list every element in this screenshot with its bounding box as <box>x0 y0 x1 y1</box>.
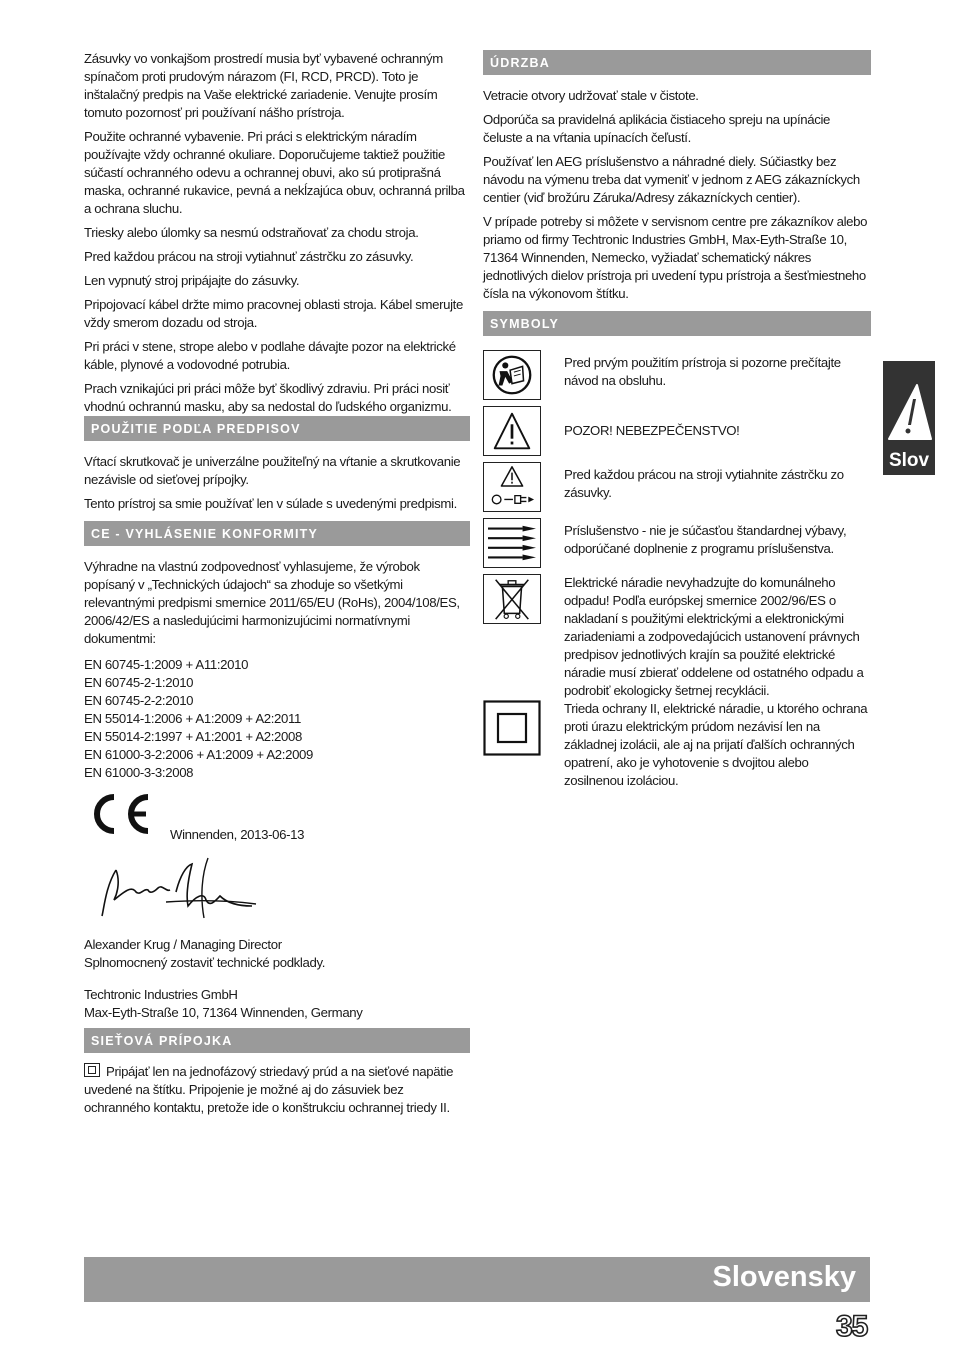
symbol-text: Príslušenstvo - nie je súčasťou štandardnej výbavy, odporúčané doplnenie z programu príslušenstva. <box>564 523 847 556</box>
standard-item: EN 61000-3-3:2008 <box>84 765 194 780</box>
symbol-row <box>483 406 871 462</box>
intro-paragraph: Pred každou prácou na stroji vytiahnuť zástrčku zo zásuvky. <box>84 249 414 264</box>
warning-triangle-icon <box>883 367 935 447</box>
class-ii-icon <box>483 700 541 756</box>
usage-paragraph: Tento prístroj sa smie používať len v súlade s uvedenými predpismi. <box>84 496 457 511</box>
intro-paragraph: Použite ochranné vybavenie. Pri práci s elektrickým náradím používajte vždy ochranné okuliare. Doporučujeme taktiež použitie súčastí ochranného odevu a ochrannej obuvi, ako sú protiprašná maska, ochranné rukavice, pevná a nekĺzajúca obuv, ochranná prilba a ochrana sluchu. <box>84 129 465 216</box>
read-manual-icon <box>483 350 541 400</box>
maintenance-paragraph: V prípade potreby si môžete v servisnom centre pre zákazníkov alebo priamo od firmy Techtronic Industries GmbH, Max-Eyth-Straße 10, 71364 Winnenden, Nemecko, vyžiadať schematický nákres jednotlivých dielov prístroja pri uvedení typu prístroja a šesťmiestneho čísla na výkonovom štítku. <box>483 214 868 301</box>
symbol-text: Pred každou prácou na stroji vytiahnite zástrčku zo zásuvky. <box>564 467 844 500</box>
usage-paragraph: Vŕtací skrutkovač je univerzálne použiteľný na vŕtanie a skrutkovanie nezávisle od sieťovej prípojky. <box>84 454 461 487</box>
symbol-row <box>483 574 871 700</box>
symbol-row <box>483 350 871 406</box>
footer-bar <box>84 1257 870 1302</box>
intro-paragraph: Pripojovací kábel držte mimo pracovnej oblasti stroja. Kábel smerujte vždy smerom dozadu od stroja. <box>84 297 463 330</box>
standards-list <box>84 656 470 782</box>
intro-paragraph: Prach vznikajúci pri práci môže byť škodlivý zdraviu. Pri práci nosiť vhodnú ochrannú masku, aby sa nedostal do ľudského organizmu. <box>84 381 452 414</box>
symbol-text: Trieda ochrany II, elektrické náradie, u ktorého ochrana proti úrazu elektrickým prúdom nezávisí len na základnej izolácii, ale aj na prijatí ďalších ochranných opatrení, ako je vyhotovenie s dvojitou alebo zosilnenou izoláciou. <box>564 701 868 788</box>
ce-mark-row <box>84 792 470 842</box>
section-heading-maintenance: ÚDRZBA <box>483 50 871 75</box>
standard-item: EN 60745-1:2009 + A11:2010 <box>84 657 249 672</box>
maintenance-paragraph: Odporúča sa pravidelná aplikácia čistiaceho spreju na upínácie čeluste a na vŕtania upínacích čeľustí. <box>483 112 831 145</box>
mains-text: Pripájať len na jednofázový striedavý prúd a na sieťové napätie uvedené na štítku. Pripojenie je možné aj do zásuviek bez ochranného kontaktu, pretože ide o konštrukciu ochrannej triedy II. <box>84 1064 454 1115</box>
language-tab <box>883 361 935 475</box>
maintenance-paragraph: Vetracie otvory udržovať stale v čistote. <box>483 88 699 103</box>
weee-bin-icon <box>483 574 541 624</box>
warning-triangle-icon <box>483 406 541 456</box>
symbol-text: POZOR! NEBEZPEČENSTVO! <box>564 423 740 438</box>
signatory-name: Alexander Krug / Managing Director <box>84 937 282 952</box>
right-column <box>483 50 871 800</box>
symbol-text: Pred prvým použitím prístroja si pozorne prečítajte návod na obsluhu. <box>564 355 841 388</box>
signatory-note: Splnomocnený zostaviť technické podklady. <box>84 955 326 970</box>
standard-item: EN 60745-2-1:2010 <box>84 675 194 690</box>
section-heading-usage: POUŽITIE PODĽA PREDPISOV <box>84 416 470 441</box>
accessories-icon <box>483 518 541 568</box>
company-name: Techtronic Industries GmbH <box>84 987 238 1002</box>
symbol-row <box>483 700 871 800</box>
ce-mark-icon <box>88 792 154 836</box>
ce-paragraph: Výhradne na vlastnú zodpovednosť vyhlasujeme, že výrobok popísaný v „Technických údajoch“ sa zhoduje so všetkými relevantnými predpismi smernice 2011/65/EU (RoHs), 2004/108/ES, 2006/42/ES a nasledujúcimi harmonizujúcimi normatívnymi dokumentmi: <box>84 559 460 646</box>
standard-item: EN 60745-2-2:2010 <box>84 693 194 708</box>
class-ii-small-icon <box>84 1063 100 1077</box>
section-heading-symbols: SYMBOLY <box>483 311 871 336</box>
footer-language: Slovensky <box>712 1261 856 1293</box>
ce-place-date: Winnenden, 2013-06-13 <box>170 827 305 842</box>
intro-paragraph: Len vypnutý stroj pripájajte do zásuvky. <box>84 273 300 288</box>
signature-icon <box>96 856 266 930</box>
company-address: Max-Eyth-Straße 10, 71364 Winnenden, Germany <box>84 1005 363 1020</box>
intro-paragraph: Zásuvky vo vonkajšom prostredí musia byť vybavené ochranným spínačom proti prudovým nárazom (FI, RCD, PRCD). Toto je inštalačný predpis na Vaše elektrické zariadenie. Venujte prosím tomuto pozornosť pri používaní nášho prístroja. <box>84 51 443 120</box>
standard-item: EN 61000-3-2:2006 + A1:2009 + A2:2009 <box>84 747 314 762</box>
symbol-row <box>483 518 871 574</box>
symbol-text: Elektrické náradie nevyhadzujte do komunálneho odpadu! Podľa európskej smernice 2002/96/ES o nakladaní s použitými elektrickými a elektronickými zariadeniami a zodpovedajúcich ustanovení právnych predpisov jednotlivých krajín sa použité elektrické náradie musí zbierať oddelene od ostatného odpadu a podrobiť ekologicky šetrnej recyklácii. <box>564 575 864 698</box>
intro-paragraph: Pri práci v stene, strope alebo v podlahe dávajte pozor na elektrické káble, plynové a vodovodné potrubia. <box>84 339 456 372</box>
language-tab-label: Slov <box>888 450 930 471</box>
left-column <box>84 50 470 1123</box>
page-number: 35 <box>836 1310 868 1343</box>
mains-paragraph <box>84 1063 470 1117</box>
section-heading-mains: SIEŤOVÁ PRÍPOJKA <box>84 1028 470 1053</box>
signature <box>96 856 470 930</box>
standard-item: EN 55014-2:1997 + A1:2001 + A2:2008 <box>84 729 302 744</box>
unplug-warning-icon <box>483 462 541 512</box>
intro-paragraph: Triesky alebo úlomky sa nesmú odstraňovať za chodu stroja. <box>84 225 419 240</box>
maintenance-paragraph: Používať len AEG príslušenstvo a náhradné diely. Súčiastky bez návodu na výmenu treba dat vymeniť v jednom z AEG zákazníckych centier (viď brožúru Záruka/Adresy zákazníckych centier). <box>483 154 860 205</box>
symbol-row <box>483 462 871 518</box>
standard-item: EN 55014-1:2006 + A1:2009 + A2:2011 <box>84 711 302 726</box>
section-heading-ce: CE - VYHLÁSENIE KONFORMITY <box>84 521 470 546</box>
